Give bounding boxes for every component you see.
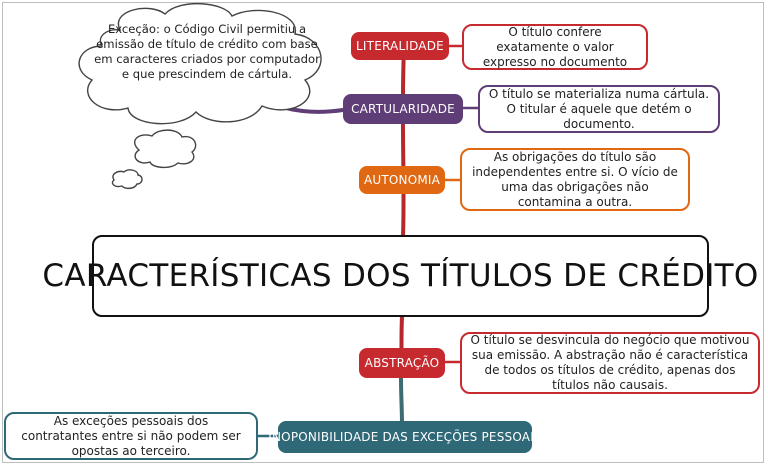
note-inoponibilidade: As exceções pessoais dos contratantes entre si não podem ser opostas ao terceiro. [4,412,258,460]
note-abstracao: O título se desvincula do negócio que motivou sua emissão. A abstração não é característica de todos os títulos de crédito, apenas dos títulos não causais. [460,332,760,394]
spine-top [403,48,404,236]
note-cartularidade: O título se materializa numa cártula. O titular é aquele que detém o documento. [478,85,720,133]
pill-cartularidade: CARTULARIDADE [343,94,463,124]
diagram-title: CARACTERÍSTICAS DOS TÍTULOS DE CRÉDITO [42,258,759,294]
pill-abstracao: ABSTRAÇÃO [359,348,445,378]
note-literalidade: O título confere exatamente o valor expresso no documento [462,24,648,70]
central-title-box [42,235,759,317]
cloud-note: Exceção: o Código Civil permitiu a emissão de título de crédito com base em caracteres criados por computador e que prescindem de cártula. [94,22,320,81]
pill-literalidade: LITERALIDADE [351,32,449,60]
note-autonomia: As obrigações do título são independentes entre si. O vício de uma das obrigações não contamina a outra. [460,148,690,211]
spine-bottom-teal [401,378,402,424]
pill-inoponibilidade: INOPONIBILIDADE DAS EXCEÇÕES PESSOAIS [278,421,532,453]
pill-autonomia: AUTONOMIA [359,166,445,194]
